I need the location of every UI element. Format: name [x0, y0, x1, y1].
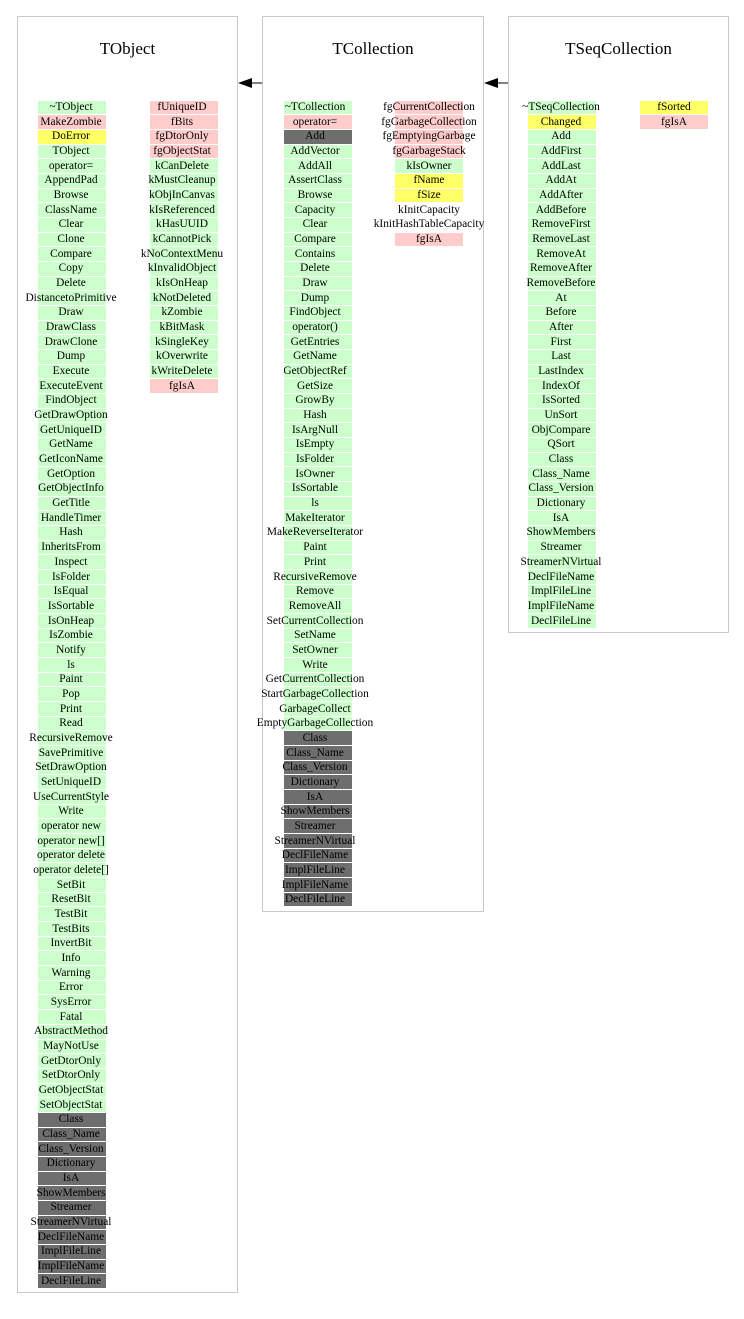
- entry-label: fgDtorOnly: [155, 130, 209, 143]
- entry-label: MayNotUse: [43, 1040, 99, 1052]
- entry-label: SetCurrentCollection: [266, 614, 364, 627]
- entry-label: First: [550, 335, 572, 348]
- entry-label: Add: [551, 130, 571, 143]
- entry-label: kObjInCanvas: [149, 189, 215, 202]
- entry-label: operator new: [41, 819, 101, 832]
- entry-label: Draw: [302, 277, 328, 290]
- entry-label: MakeReverseIterator: [266, 526, 364, 539]
- entry-label: MakeIterator: [285, 511, 345, 524]
- entry-label: operator=: [48, 159, 94, 172]
- entry-label: ~TObject: [49, 101, 93, 113]
- entry-label: operator=: [292, 115, 338, 128]
- entry-label: Write: [302, 658, 328, 671]
- entry-label: Hash: [59, 526, 83, 539]
- entry-label: GetEntries: [290, 335, 340, 348]
- entry-label: StartGarbageCollection: [261, 687, 369, 700]
- entry-label: IsSorted: [542, 394, 580, 407]
- entry-label: fName: [413, 174, 445, 187]
- entry-label: InheritsFrom: [41, 541, 101, 554]
- entry-label: UseCurrentStyle: [33, 790, 109, 803]
- entry-label: Remove: [296, 585, 334, 598]
- entry-label: Dump: [300, 291, 330, 304]
- entry-label: RecursiveRemove: [29, 731, 113, 744]
- entry-label: GetDtorOnly: [40, 1054, 102, 1067]
- entry-label: Clone: [57, 233, 85, 246]
- entry-label: Notify: [56, 643, 86, 656]
- entry-label: Class_Name: [42, 1128, 100, 1141]
- entry-label: fgObjectStat: [153, 145, 211, 158]
- entry-label: fUniqueID: [157, 101, 207, 113]
- entry-label: TestBits: [52, 922, 90, 935]
- entry-label: IsFolder: [52, 570, 90, 583]
- entry-label: ImplFileLine: [40, 1245, 102, 1258]
- entry-label: GrowBy: [295, 394, 335, 407]
- entry-label: IsEmpty: [295, 438, 335, 451]
- entry-label: Fatal: [59, 1010, 83, 1023]
- entry-label: kIsOnHeap: [156, 277, 208, 290]
- entry-label: DrawClone: [44, 335, 98, 348]
- entry-label: GetUniqueID: [40, 423, 102, 436]
- entry-label: Delete: [56, 277, 86, 290]
- entry-label: Last: [551, 350, 571, 363]
- entry-label: Clear: [302, 218, 328, 231]
- entry-label: AbstractMethod: [33, 1025, 109, 1038]
- entry-label: GetObjectStat: [38, 1084, 104, 1097]
- entry-label: RemoveAfter: [530, 262, 592, 275]
- entry-label: Contains: [294, 247, 336, 260]
- entry-label: Dump: [56, 350, 86, 363]
- entry-label: FindObject: [45, 394, 97, 407]
- entry-label: TObject: [52, 145, 90, 158]
- entry-label: kCannotPick: [152, 233, 212, 246]
- entry-label: SysError: [50, 995, 92, 1008]
- entry-label: Streamer: [294, 819, 336, 832]
- entry-label: DoError: [52, 130, 90, 143]
- entry-label: DeclFileName: [281, 849, 349, 862]
- entry-label: operator new[]: [37, 834, 105, 847]
- entry-label: SetObjectStat: [39, 1098, 103, 1111]
- entry-label: kOverwrite: [156, 350, 208, 363]
- entry-label: GetDrawOption: [34, 409, 108, 422]
- entry-label: fgIsA: [416, 233, 442, 246]
- entry-label: Paint: [303, 541, 327, 554]
- entry-label: Streamer: [540, 541, 582, 554]
- entry-label: ShowMembers: [36, 1186, 106, 1199]
- entry-label: Class: [58, 1113, 84, 1126]
- entry-label: AddLast: [541, 159, 581, 172]
- entry-label: Paint: [59, 673, 83, 686]
- entry-label: Changed: [540, 115, 582, 128]
- entry-label: Inspect: [54, 555, 88, 568]
- entry-label: Print: [303, 555, 327, 568]
- entry-label: Browse: [53, 189, 89, 202]
- entry-label: GetSize: [296, 379, 334, 392]
- entry-label: StreamerNVirtual: [274, 834, 356, 847]
- entry-label: kNoContextMenu: [140, 247, 224, 260]
- entry-label: ImplFileName: [37, 1260, 105, 1273]
- entry-label: IsSortable: [291, 482, 339, 495]
- entry-label: TestBit: [54, 907, 88, 920]
- entry-label: fgGarbageStack: [392, 145, 466, 158]
- entry-label: IsFolder: [296, 453, 334, 466]
- entry-label: Streamer: [50, 1201, 92, 1214]
- entry-label: kZombie: [161, 306, 203, 319]
- entry-label: kIsOwner: [406, 159, 452, 172]
- entry-label: DeclFileLine: [530, 614, 592, 627]
- entry-label: kWriteDelete: [151, 365, 213, 378]
- entry-label: DeclFileName: [37, 1230, 105, 1243]
- entry-label: StreamerNVirtual: [520, 555, 602, 568]
- entry-label: RemoveAll: [288, 599, 342, 612]
- entry-label: SetOwner: [292, 643, 338, 656]
- entry-label: fgIsA: [661, 115, 687, 128]
- entry-label: Dictionary: [536, 497, 586, 510]
- entry-label: SetBit: [56, 878, 86, 891]
- entry-label: fgEmptyingGarbage: [382, 130, 476, 143]
- entry-label: kNotDeleted: [152, 291, 212, 304]
- entry-label: fBits: [170, 115, 194, 128]
- entry-label: ClassName: [45, 203, 97, 216]
- entry-label: RemoveFirst: [531, 218, 591, 231]
- entry-label: Dictionary: [290, 775, 340, 788]
- entry-label: Class_Name: [532, 467, 590, 480]
- entry-label: GarbageCollect: [279, 702, 351, 715]
- entry-label: Add: [305, 130, 325, 143]
- entry-label: ~TCollection: [284, 101, 346, 113]
- class-title: TSeqCollection: [565, 39, 672, 58]
- entry-label: kCanDelete: [155, 159, 209, 172]
- entry-label: Before: [545, 306, 577, 319]
- entry-label: fSize: [417, 189, 441, 202]
- arrow-tcollection-to-tobject: [238, 78, 262, 88]
- entry-label: HandleTimer: [40, 511, 102, 524]
- entry-label: Read: [59, 717, 83, 730]
- entry-label: AddAll: [297, 159, 333, 172]
- entry-label: ImplFileName: [281, 878, 349, 891]
- entry-label: AssertClass: [288, 174, 342, 187]
- class-title: TCollection: [332, 39, 414, 58]
- entry-label: At: [555, 291, 567, 304]
- entry-label: Draw: [58, 306, 84, 319]
- entry-label: ImplFileLine: [530, 585, 592, 598]
- entry-label: Error: [58, 981, 84, 994]
- entry-label: kInitCapacity: [398, 203, 460, 216]
- entry-label: RecursiveRemove: [273, 570, 357, 583]
- entry-label: DeclFileName: [527, 570, 595, 583]
- entry-label: kInvalidObject: [147, 262, 217, 275]
- entry-label: Info: [61, 951, 81, 964]
- entry-label: ls: [311, 497, 319, 510]
- entry-label: fgGarbageCollection: [381, 115, 477, 128]
- entry-label: SetDtorOnly: [41, 1069, 101, 1082]
- entry-label: Dictionary: [46, 1157, 96, 1170]
- entry-label: ExecuteEvent: [39, 379, 103, 392]
- entry-label: Print: [59, 702, 83, 715]
- entry-label: Execute: [52, 365, 90, 378]
- entry-label: GetObjectRef: [283, 365, 347, 378]
- entry-label: ResetBit: [51, 893, 91, 906]
- entry-label: RemoveLast: [532, 233, 590, 246]
- entry-label: StreamerNVirtual: [30, 1216, 112, 1229]
- entry-label: Capacity: [294, 203, 336, 216]
- entry-label: IsOnHeap: [47, 614, 95, 627]
- entry-label: ImplFileName: [527, 599, 595, 612]
- entry-label: GetName: [293, 350, 337, 363]
- entry-label: DrawClass: [46, 321, 96, 334]
- entry-label: fgIsA: [169, 379, 195, 392]
- entry-label: fgCurrentCollection: [383, 101, 475, 113]
- entry-label: AddAfter: [539, 189, 583, 202]
- class-title: TObject: [99, 39, 156, 58]
- entry-label: AddAt: [545, 174, 577, 187]
- entry-label: kSingleKey: [155, 335, 209, 348]
- entry-label: EmptyGarbageCollection: [256, 717, 374, 730]
- entry-label: InvertBit: [50, 937, 92, 950]
- entry-label: IndexOf: [542, 379, 580, 392]
- entry-label: Compare: [294, 233, 336, 246]
- entry-label: FindObject: [289, 306, 341, 319]
- entry-label: Browse: [297, 189, 333, 202]
- entry-label: LastIndex: [538, 365, 584, 378]
- arrow-tseqcollection-to-tcollection: [484, 78, 508, 88]
- entry-label: Class_Version: [38, 1142, 104, 1155]
- entry-label: operator delete: [37, 849, 105, 862]
- entry-label: AddVector: [290, 145, 340, 158]
- entry-label: Pop: [62, 687, 80, 700]
- entry-label: ShowMembers: [526, 526, 596, 539]
- entry-label: ImplFileLine: [284, 863, 346, 876]
- entry-label: kInitHashTableCapacity: [373, 218, 485, 231]
- entry-label: IsArgNull: [292, 423, 338, 436]
- entry-label: operator delete[]: [33, 863, 109, 876]
- entry-label: IsA: [306, 790, 324, 803]
- entry-label: kHasUUID: [156, 218, 208, 231]
- entry-label: IsA: [552, 511, 570, 524]
- entry-label: Write: [58, 805, 84, 818]
- entry-label: Clear: [58, 218, 84, 231]
- entry-label: Class_Name: [286, 746, 344, 759]
- entry-label: IsA: [62, 1172, 80, 1185]
- entry-label: IsOwner: [295, 467, 335, 480]
- entry-label: Hash: [303, 409, 327, 422]
- entry-label: kIsReferenced: [149, 203, 215, 216]
- entry-label: GetIconName: [39, 453, 103, 466]
- entry-label: GetOption: [46, 467, 96, 480]
- entry-label: UnSort: [544, 409, 578, 422]
- entry-label: DeclFileLine: [284, 893, 346, 906]
- entry-label: Class_Version: [282, 761, 348, 774]
- entry-label: operator(): [292, 321, 338, 334]
- entry-label: DistancetoPrimitive: [25, 291, 117, 304]
- entry-label: Class_Version: [528, 482, 594, 495]
- entry-label: IsSortable: [47, 599, 95, 612]
- entry-label: Class: [548, 453, 574, 466]
- entry-label: GetTitle: [52, 497, 90, 510]
- entry-label: ObjCompare: [531, 423, 591, 436]
- entry-label: IsEqual: [53, 585, 89, 598]
- entry-label: Class: [302, 731, 328, 744]
- entry-label: SetName: [294, 629, 336, 642]
- entry-label: kBitMask: [159, 321, 205, 334]
- entry-label: ShowMembers: [280, 805, 350, 818]
- entry-label: Delete: [300, 262, 330, 275]
- entry-label: AddBefore: [535, 203, 587, 216]
- entry-label: Copy: [58, 262, 84, 275]
- entry-label: SetUniqueID: [40, 775, 102, 788]
- entry-label: AddFirst: [540, 145, 582, 158]
- entry-label: GetName: [49, 438, 93, 451]
- entry-label: GetObjectInfo: [38, 482, 104, 495]
- entry-label: kMustCleanup: [148, 174, 216, 187]
- entry-label: Compare: [50, 247, 92, 260]
- entry-label: MakeZombie: [40, 115, 102, 128]
- entry-label: RemoveBefore: [526, 277, 596, 290]
- entry-label: fSorted: [657, 101, 691, 113]
- entry-label: SavePrimitive: [38, 746, 104, 759]
- entry-label: After: [548, 321, 574, 334]
- entry-label: GetCurrentCollection: [265, 673, 365, 686]
- entry-label: RemoveAt: [536, 247, 586, 260]
- entry-label: SetDrawOption: [35, 761, 107, 774]
- entry-label: IsZombie: [49, 629, 93, 642]
- entry-label: AppendPad: [44, 174, 98, 187]
- entry-label: Warning: [51, 966, 91, 979]
- entry-label: DeclFileLine: [40, 1274, 102, 1287]
- entry-label: ls: [67, 658, 75, 671]
- entry-label: ~TSeqCollection: [522, 101, 600, 113]
- entry-label: QSort: [547, 438, 575, 451]
